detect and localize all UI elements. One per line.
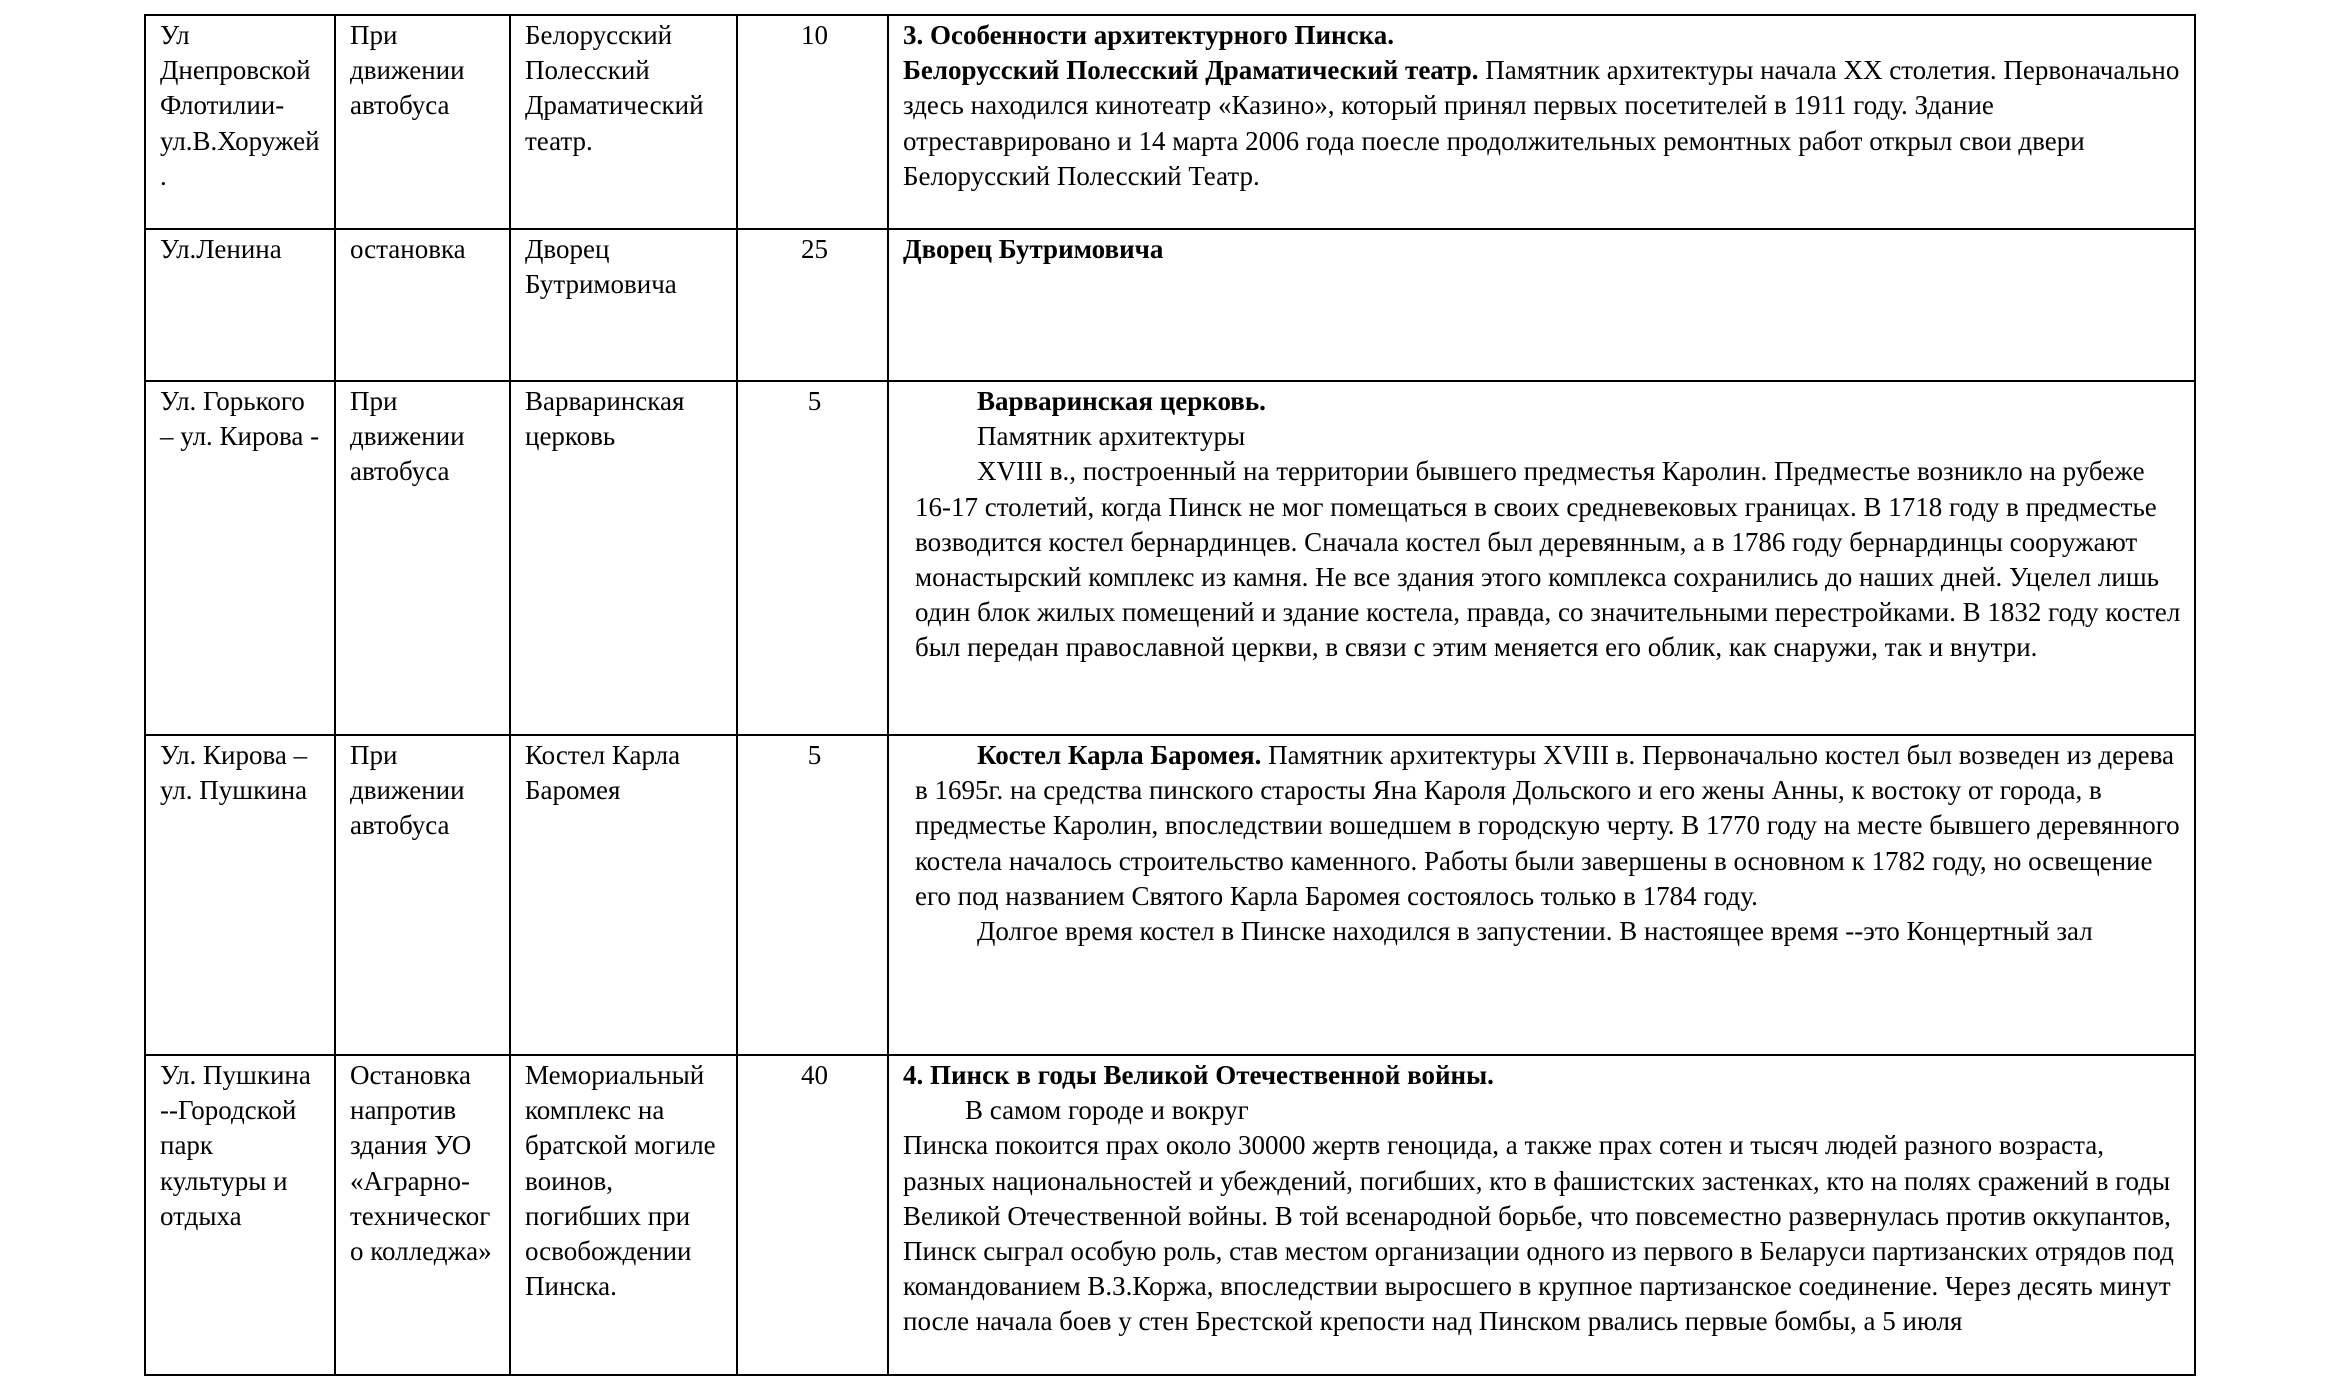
object-title: Костел Карла Баромея.: [977, 740, 1262, 770]
mode-cell: При движении автобуса: [335, 381, 510, 735]
street-cell: Ул. Горького – ул. Кирова -: [145, 381, 335, 735]
street-cell: Ул. Кирова –ул. Пушкина: [145, 735, 335, 1055]
object-subtitle: В самом городе и вокруг: [965, 1095, 1249, 1126]
street-cell: Ул. Пушкина --Городской парк культуры и отдыха: [145, 1055, 335, 1375]
object-cell: Мемориальный комплекс на братской могиле воинов, погибших при освобождении Пинска.: [510, 1055, 737, 1375]
description-cell: [888, 229, 2195, 381]
description-cell: [888, 1055, 2195, 1375]
object-cell: Костел Карла Баромея: [510, 735, 737, 1055]
table-row: [145, 229, 2195, 381]
mode-cell: остановка: [335, 229, 510, 381]
object-title: Дворец Бутримовича: [903, 234, 1164, 264]
description-cell: [888, 735, 2195, 1055]
description-text: Пинска покоится прах около 30000 жертв геноцида, а также прах сотен и тысяч людей разного возраста, разных национальностей и убеждений, погибших, кто в фашистских застенках, кто на полях сражений в годы Великой Отечественной войны. В той всенародной борьбе, что повсеместно развернулась против оккупантов, Пинск сыграл особую роль, став местом организации одного из первого в Беларуси партизанских отрядов под командованием В.З.Коржа, впоследствии выросшего в крупное партизанское соединение. Через десять минут после начала боев у стен Брестской крепости над Пинском рвались первые бомбы, а 5 июля: [903, 1130, 2174, 1337]
description-cell: [888, 15, 2195, 229]
minutes-cell: 40: [737, 1055, 888, 1375]
description-cell: [888, 381, 2195, 735]
mode-cell: Остановка напротив здания УО «Аграрно-технического колледжа»: [335, 1055, 510, 1375]
minutes-cell: 10: [737, 15, 888, 229]
minutes-cell: 5: [737, 381, 888, 735]
description-text: Памятник архитектуры XVIII в. Первоначально костел был возведен из дерева в 1695г. на средства пинского старосты Яна Кароля Дольского и его жены Анны, к востоку от города, в предместье Каролин, впоследствии вошедшем в городскую черту. В 1770 году на месте бывшего деревянного костела началось строительство каменного. Работы были завершены в основном к 1782 году, но освещение его под названием Святого Карла Баромея состоялось только в 1784 году.: [915, 740, 2180, 911]
object-subtitle: Памятник архитектуры: [977, 421, 1246, 452]
object-cell: Белорусский Полесский Драматический театр.: [510, 15, 737, 229]
section-heading: 4. Пинск в годы Великой Отечественной войны.: [903, 1060, 1494, 1090]
minutes-cell: 5: [737, 735, 888, 1055]
object-cell: Варваринская церковь: [510, 381, 737, 735]
mode-cell: При движении автобуса: [335, 735, 510, 1055]
table-row: [145, 15, 2195, 229]
street-cell: Ул Днепровской Флотилии-ул.В.Хоружей.: [145, 15, 335, 229]
object-title: Варваринская церковь.: [977, 386, 1266, 416]
table-row: [145, 1055, 2195, 1375]
object-title: Белорусский Полесский Драматический театр.: [903, 55, 1479, 86]
mode-cell: При движении автобуса: [335, 15, 510, 229]
street-cell: Ул.Ленина: [145, 229, 335, 381]
description-text: XVIII в., построенный на территории бывшего предместья Каролин. Предместье возникло на рубеже 16-17 столетий, когда Пинск не мог помещаться в своих средневековых границах. В 1718 году в предместье возводится костел бернардинцев. Сначала костел был деревянным, а в 1786 году бернардинцы сооружают монастырский комплекс из камня. Не все здания этого комплекса сохранились до наших дней. Уцелел лишь один блок жилых помещений и здание костела, правда, со значительными перестройками. В 1832 году костел был передан православной церкви, в связи с этим меняется его облик, как снаружи, так и внутри.: [915, 456, 2181, 663]
description-text-2: Долгое время костел в Пинске находился в запустении. В настоящее время --это Концертный зал: [977, 916, 2093, 947]
table-row: [145, 381, 2195, 735]
section-heading: 3. Особенности архитектурного Пинска.: [903, 20, 1394, 50]
minutes-cell: 25: [737, 229, 888, 381]
object-cell: Дворец Бутримовича: [510, 229, 737, 381]
excursion-route-table: [144, 14, 2196, 1376]
description-text: Памятник архитектуры начала XX столетия. Первоначально здесь находился кинотеатр «Казино», который принял первых посетителей в 1911 году. Здание отреставрировано и 14 марта 2006 года поесле продолжительных ремонтных работ открыл свои двери Белорусский Полесский Театр.: [903, 55, 2180, 191]
table-row: [145, 735, 2195, 1055]
